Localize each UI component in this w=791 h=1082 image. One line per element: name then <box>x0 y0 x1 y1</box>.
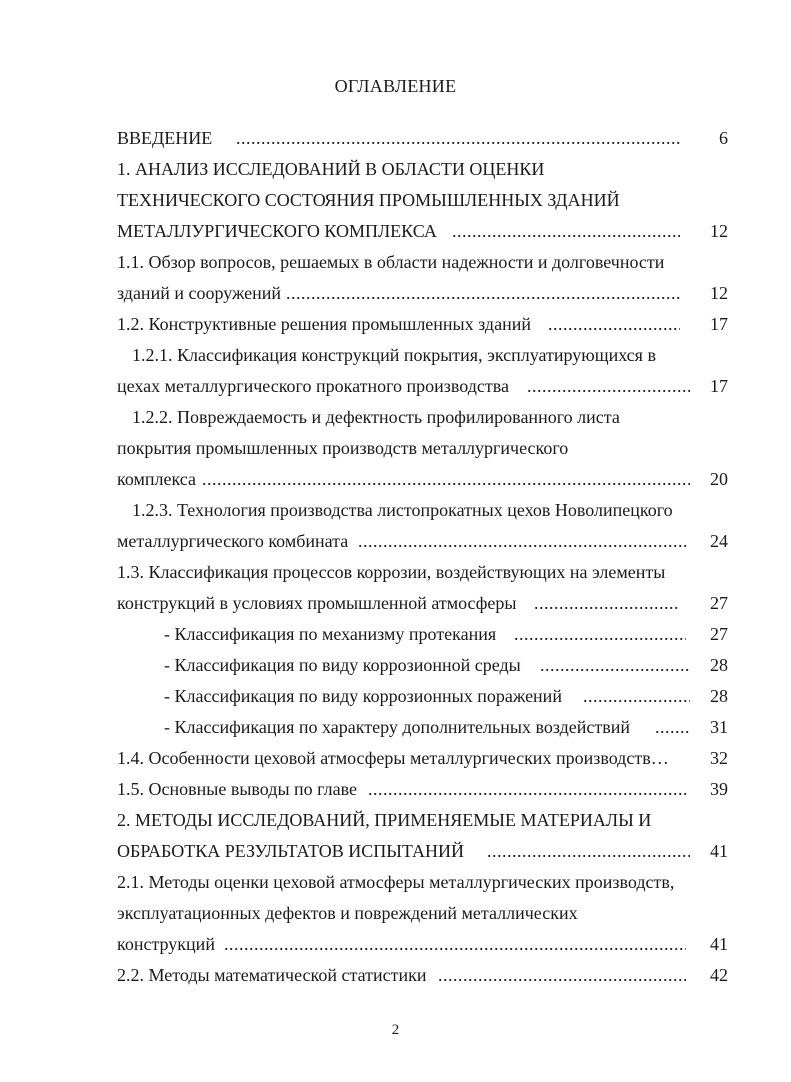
toc-entry-page: 28 <box>710 655 728 675</box>
toc-entry-page: 28 <box>710 686 728 706</box>
toc-entry-text: металлургического комбината <box>117 531 349 551</box>
toc-entry-page: 27 <box>710 624 728 644</box>
toc-leader-dots <box>534 588 680 619</box>
toc-entry-text: - Классификация по виду коррозионных поражений <box>164 686 562 706</box>
toc-leader-dots <box>514 619 686 650</box>
toc-entry-text: цехах металлургического прокатного производства <box>117 376 510 396</box>
toc-entry-page: 20 <box>710 469 728 489</box>
toc-leader-dots <box>540 650 690 681</box>
toc-entry-text: эксплуатационных дефектов и повреждений металлических <box>117 903 578 923</box>
toc-entry-text: покрытия промышленных производств металлургического <box>117 438 569 458</box>
toc-leader-dots <box>236 123 680 154</box>
toc-entry-text: 1.2. Конструктивные решения промышленных зданий <box>117 314 531 334</box>
toc-entry-page: 39 <box>710 779 728 799</box>
toc-entry-text: - Классификация по характеру дополнительных воздействий <box>164 717 631 737</box>
toc-leader-dots <box>358 526 686 557</box>
toc-entry-page: 41 <box>710 841 728 861</box>
toc-leader-dots <box>487 836 690 867</box>
toc-entry-page: 42 <box>710 965 728 985</box>
toc-entry-text: конструкций <box>117 934 215 954</box>
toc-leader-dots <box>527 371 690 402</box>
toc-leader-dots <box>548 309 680 340</box>
toc-entry-text: 1. АНАЛИЗ ИССЛЕДОВАНИЙ В ОБЛАСТИ ОЦЕНКИ <box>117 159 545 179</box>
toc-leader-dots <box>655 712 690 743</box>
toc-leader-dots <box>452 216 680 247</box>
toc-leader-dots <box>368 774 686 805</box>
toc-entry-page: 27 <box>710 593 728 613</box>
toc-entry-text: зданий и сооружений <box>117 283 282 303</box>
toc-entry-page: 17 <box>710 314 728 334</box>
toc-entry-page: 12 <box>710 283 728 303</box>
toc-leader-dots <box>202 464 690 495</box>
page-number: 2 <box>391 1022 400 1038</box>
toc-entry-text: 1.4. Особенности цеховой атмосферы металлургических производств… <box>117 748 669 768</box>
toc-entry-text: 2.1. Методы оценки цеховой атмосферы металлургических производств, <box>117 872 675 892</box>
toc-leader-dots <box>583 681 690 712</box>
toc-entry-text: 1.2.2. Повреждаемость и дефектность профилированного листа <box>132 407 620 427</box>
toc-leader-dots <box>438 960 686 991</box>
toc-entry-text: ТЕХНИЧЕСКОГО СОСТОЯНИЯ ПРОМЫШЛЕННЫХ ЗДАНИЙ <box>117 190 620 210</box>
page-title: ОГЛАВЛЕНИЕ <box>334 76 457 96</box>
toc-entry-text: 2. МЕТОДЫ ИССЛЕДОВАНИЙ, ПРИМЕНЯЕМЫЕ МАТЕРИАЛЫ И <box>117 810 652 830</box>
toc-entry-page: 32 <box>710 748 728 768</box>
toc-entry-page: 31 <box>710 717 728 737</box>
toc-entry-page: 12 <box>710 221 728 241</box>
toc-entry-text: ОБРАБОТКА РЕЗУЛЬТАТОВ ИСПЫТАНИЙ <box>117 841 465 861</box>
toc-entry-text: 1.2.3. Технология производства листопрокатных цехов Новолипецкого <box>132 500 673 520</box>
toc-entry-page: 41 <box>710 934 728 954</box>
toc-entry-text: 1.1. Обзор вопросов, решаемых в области надежности и долговечности <box>117 252 665 272</box>
toc-leader-dots <box>224 929 686 960</box>
toc-entry-text: - Классификация по виду коррозионной среды <box>164 655 521 675</box>
toc-entry-page: 24 <box>710 531 728 551</box>
toc-entry-page: 17 <box>710 376 728 396</box>
toc-entry-text: 1.5. Основные выводы по главе <box>117 779 357 799</box>
toc-entry-text: конструкций в условиях промышленной атмосферы <box>117 593 517 613</box>
toc-entry-text: комплекса <box>117 469 196 489</box>
toc-entry-text: 2.2. Методы математической статистики <box>117 965 427 985</box>
toc-entry-page: 6 <box>719 128 728 148</box>
toc-leader-dots <box>286 278 680 309</box>
toc-entry-text: - Классификация по механизму протекания <box>164 624 497 644</box>
toc-entry-text: 1.3. Классификация процессов коррозии, воздействующих на элементы <box>117 562 666 582</box>
toc-entry-text: 1.2.1. Классификация конструкций покрытия, эксплуатирующихся в <box>132 345 656 365</box>
toc-entry-text: ВВЕДЕНИЕ <box>117 128 213 148</box>
toc-entry-text: МЕТАЛЛУРГИЧЕСКОГО КОМПЛЕКСА <box>117 221 437 241</box>
